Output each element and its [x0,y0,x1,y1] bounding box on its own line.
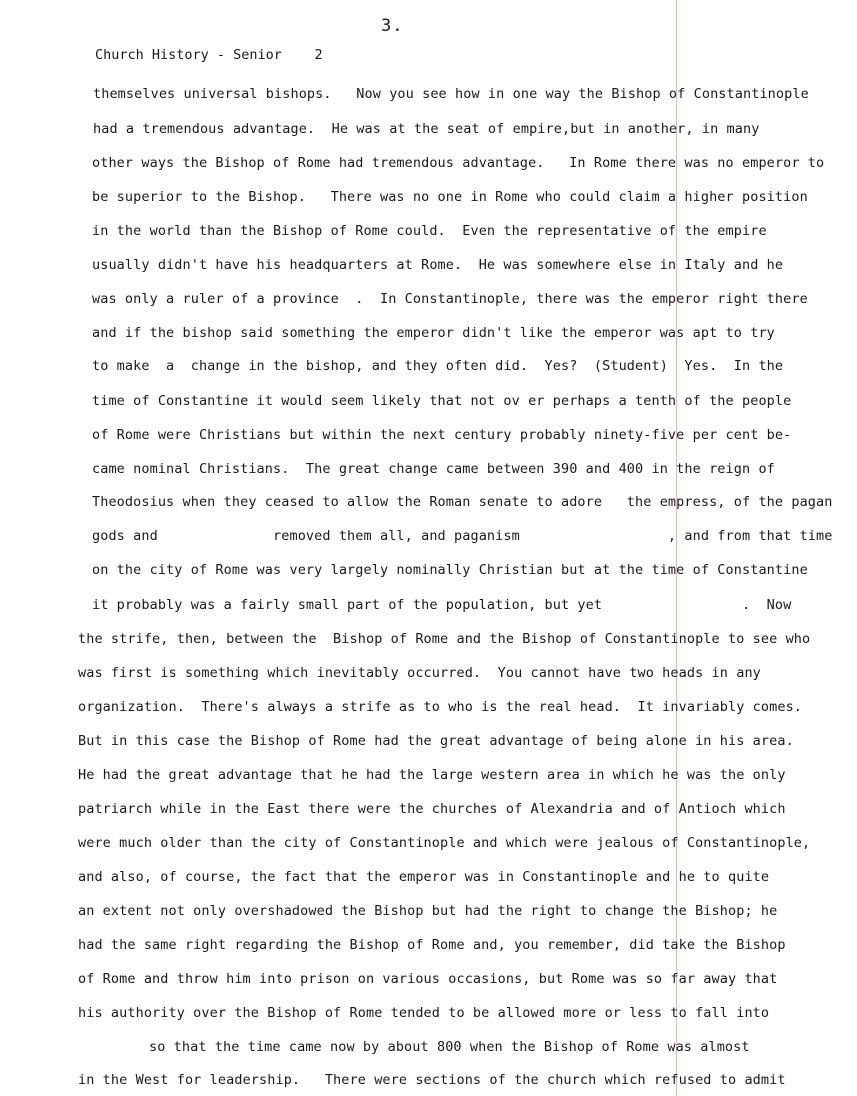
text-line: usually didn't have his headquarters at Rome. He was somewhere else in Italy and he [92,257,784,273]
page-header: Church History - Senior 2 [95,47,323,63]
text-line: patriarch while in the East there were the churches of Alexandria and of Antioch which [78,801,786,817]
text-line: on the city of Rome was very largely nominally Christian but at the time of Constantine [92,562,808,578]
text-line: Theodosius when they ceased to allow the Roman senate to adore the empress, of the pagan [92,494,833,510]
text-line: it probably was a fairly small part of the population, but yet . Now [92,597,792,613]
text-line: of Rome and throw him into prison on various occasions, but Rome was so far away that [78,971,778,987]
text-line: his authority over the Bishop of Rome tended to be allowed more or less to fall into [78,1005,770,1021]
text-line: the strife, then, between the Bishop of Rome and the Bishop of Constantinople to see who [78,631,811,647]
text-line: organization. There's always a strife as to who is the real head. It invariably comes. [78,699,803,715]
text-line: other ways the Bishop of Rome had tremendous advantage. In Rome there was no emperor to [92,155,825,171]
text-line: had a tremendous advantage. He was at the seat of empire,but in another, in many [93,121,760,137]
text-line: gods and removed them all, and paganism , and from that time [92,528,833,544]
text-line: to make a change in the bishop, and they often did. Yes? (Student) Yes. In the [92,358,784,374]
text-line: an extent not only overshadowed the Bishop but had the right to change the Bishop; he [78,903,778,919]
text-line: had the same right regarding the Bishop of Rome and, you remember, did take the Bishop [78,937,786,953]
text-line: and also, of course, the fact that the emperor was in Constantinople and he to quite [78,869,770,885]
text-line: were much older than the city of Constantinople and which were jealous of Constantinople, [78,835,811,851]
text-line: was first is something which inevitably occurred. You cannot have two heads in any [78,665,761,681]
text-line: in the West for leadership. There were sections of the church which refused to admit [78,1072,786,1088]
text-line: of Rome were Christians but within the next century probably ninety-five per cent be- [92,427,792,443]
text-line: so that the time came now by about 800 when the Bishop of Rome was almost [149,1039,750,1055]
text-line: be superior to the Bishop. There was no one in Rome who could claim a higher position [92,189,808,205]
text-line: themselves universal bishops. Now you see how in one way the Bishop of Constantinople [93,86,809,102]
text-line: time of Constantine it would seem likely that not ov er perhaps a tenth of the people [92,393,792,409]
text-line: He had the great advantage that he had the large western area in which he was the only [78,767,786,783]
text-line: But in this case the Bishop of Rome had the great advantage of being alone in his area. [78,733,794,749]
page-number: 3. [381,16,404,36]
text-line: came nominal Christians. The great change came between 390 and 400 in the reign of [92,461,775,477]
text-line: was only a ruler of a province . In Constantinople, there was the emperor right there [92,291,808,307]
text-line: in the world than the Bishop of Rome could. Even the representative of the empire [92,223,767,239]
text-line: and if the bishop said something the emperor didn't like the emperor was apt to try [92,325,775,341]
